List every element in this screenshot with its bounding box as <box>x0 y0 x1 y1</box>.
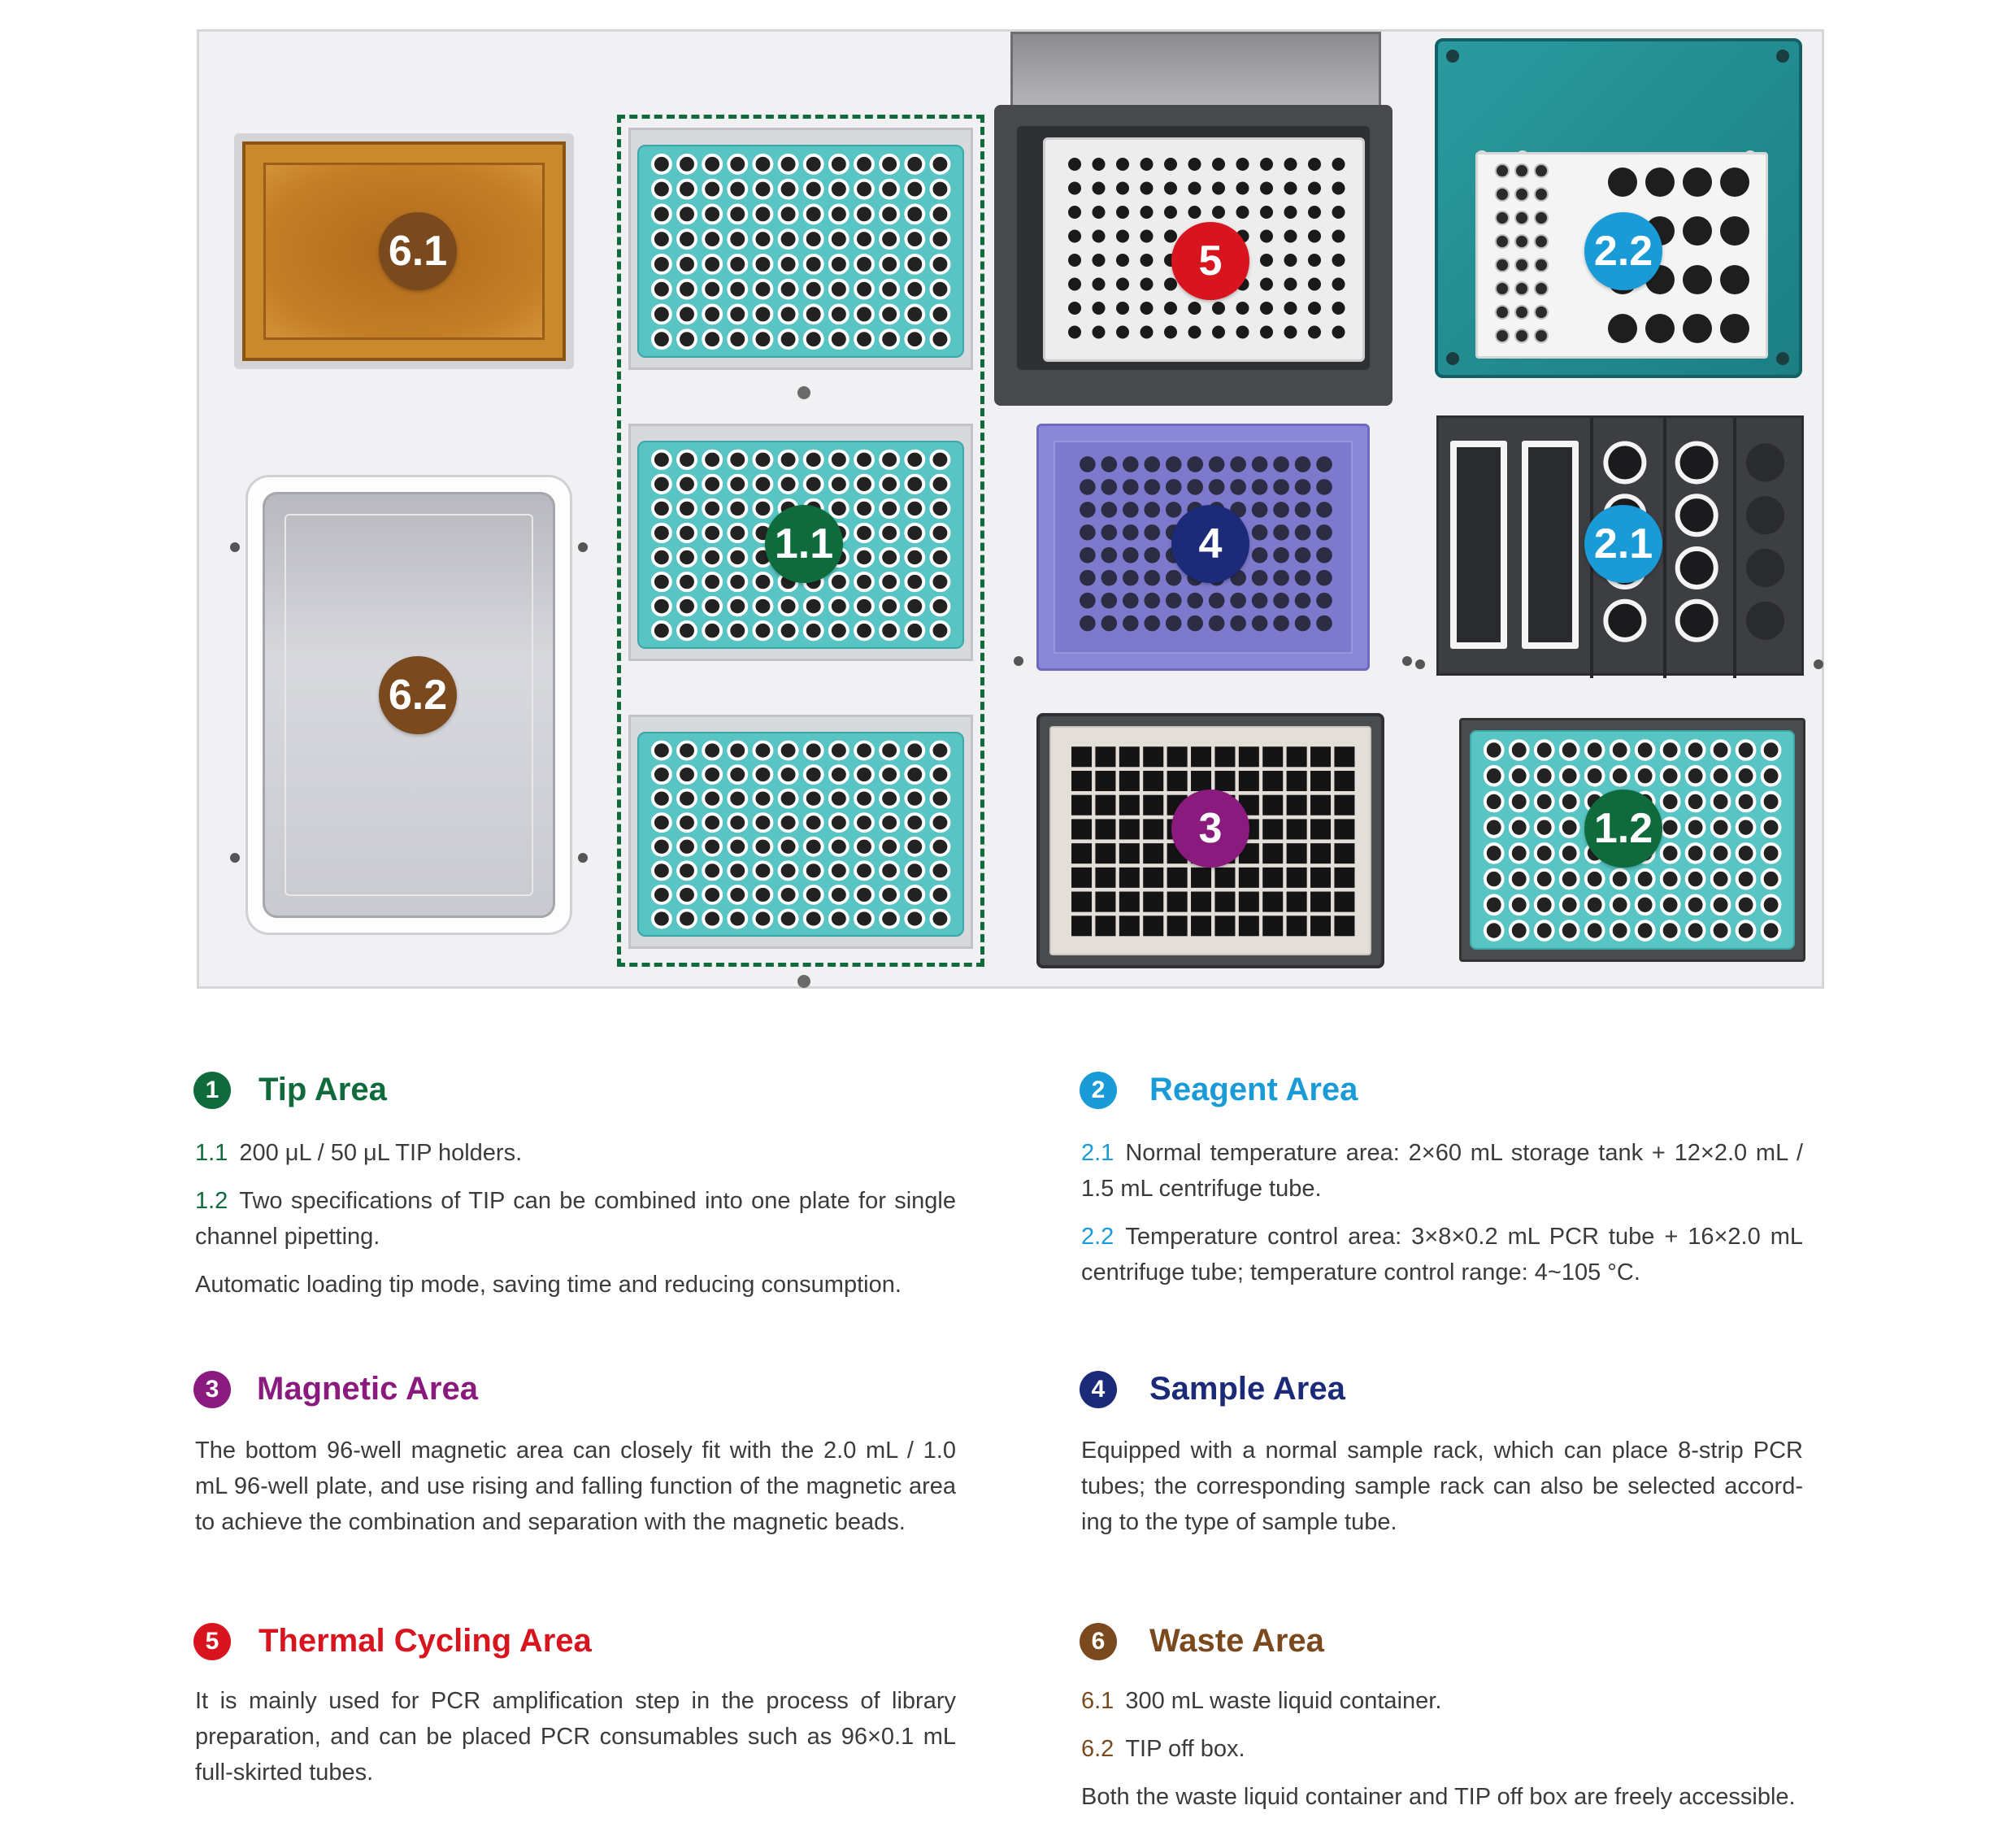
reagent-area-description <box>1081 1135 1803 1303</box>
marker-1-2: 1.2 <box>1584 790 1662 868</box>
reagent-sub-text: Normal temperature area: 2×60 mL storage tank + 12×2.0 mL / 1.5 mL centrifuge tube. <box>1081 1140 1803 1202</box>
tip-sub-text: Automatic loading tip mode, saving time and reducing consumption. <box>195 1272 902 1298</box>
marker-6-2: 6.2 <box>379 656 457 734</box>
tip-area-title: Tip Area <box>259 1072 387 1107</box>
marker-6-1: 6.1 <box>379 212 457 290</box>
marker-2-2: 2.2 <box>1584 212 1662 290</box>
tip-rack-3 <box>628 715 973 949</box>
thermal-cycler-module <box>994 32 1393 406</box>
sample-area-description: Equipped with a normal sample rack, which can place 8-strip PCR tubes; the corresponding sample rack can also be selected accord-ing to the type of sample tube. <box>1081 1438 1803 1535</box>
waste-area-title: Waste Area <box>1149 1623 1324 1659</box>
reagent-sub-label: 2.2 <box>1081 1224 1114 1250</box>
marker-1-1: 1.1 <box>765 505 843 583</box>
tip-area-description <box>195 1135 956 1315</box>
magnetic-area-number-badge: 3 <box>193 1371 231 1408</box>
waste-area-description <box>1081 1683 1813 1827</box>
waste-sub-text: Both the waste liquid container and TIP off box are freely accessible. <box>1081 1784 1796 1810</box>
tip-area-number-badge: 1 <box>193 1072 231 1109</box>
thermal-area-number-badge: 5 <box>193 1623 231 1660</box>
reagent-area-number-badge: 2 <box>1080 1072 1117 1109</box>
reagent-sub-label: 2.1 <box>1081 1140 1114 1166</box>
sample-area-title: Sample Area <box>1149 1371 1345 1407</box>
thermal-area-title: Thermal Cycling Area <box>259 1623 592 1659</box>
tip-sub-text: 200 μL / 50 μL TIP holders. <box>239 1140 523 1166</box>
magnetic-area-description: The bottom 96-well magnetic area can closely fit with the 2.0 mL / 1.0 mL 96-well plate, and use rising and falling function of the magnetic area to achieve the combination and separation with the magnetic beads. <box>195 1438 956 1535</box>
waste-sub-label: 6.1 <box>1081 1688 1114 1714</box>
tip-rack-1 <box>628 128 973 370</box>
marker-4: 4 <box>1171 505 1249 583</box>
reagent-area-title: Reagent Area <box>1149 1072 1358 1107</box>
tip-sub-label: 1.2 <box>195 1188 228 1214</box>
waste-sub-text: 300 mL waste liquid container. <box>1125 1688 1442 1714</box>
waste-sub-text: TIP off box. <box>1125 1736 1245 1762</box>
waste-area-number-badge: 6 <box>1080 1623 1117 1660</box>
marker-2-1: 2.1 <box>1584 505 1662 583</box>
reagent-sub-text: Temperature control area: 3×8×0.2 mL PCR tube + 16×2.0 mL centrifuge tube; temperature control range: 4~105 °C. <box>1081 1224 1803 1285</box>
tip-sub-label: 1.1 <box>195 1140 228 1166</box>
waste-sub-label: 6.2 <box>1081 1736 1114 1762</box>
marker-3: 3 <box>1171 790 1249 868</box>
marker-5: 5 <box>1171 222 1249 300</box>
thermal-area-description: It is mainly used for PCR amplification step in the process of library preparation, and can be placed PCR consumables such as 96×0.1 mL full-skirted tubes. <box>195 1688 956 1786</box>
magnetic-area-title: Magnetic Area <box>257 1371 478 1407</box>
sample-area-number-badge: 4 <box>1080 1371 1117 1408</box>
reagent-temperature-module <box>1435 38 1802 378</box>
instrument-deck <box>197 29 1824 989</box>
tip-sub-text: Two specifications of TIP can be combined into one plate for single channel pipetting. <box>195 1188 956 1250</box>
